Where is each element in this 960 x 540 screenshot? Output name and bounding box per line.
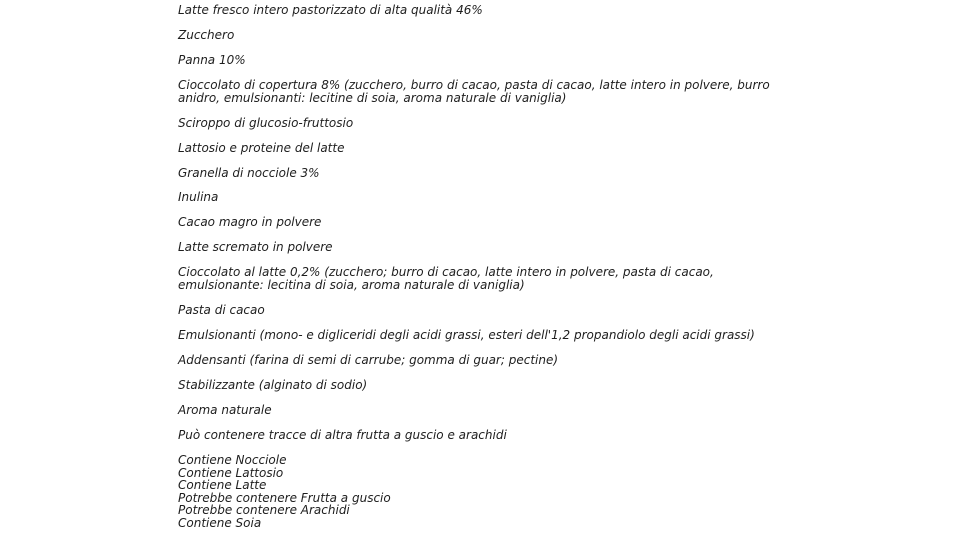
ingredient-item: Cioccolato al latte 0,2% (zucchero; burro di cacao, latte intero in polvere, pasta di cacao, emulsionante: lecitina di soia, aroma naturale di vaniglia) (178, 265, 714, 293)
allergen-item: Contiene Lattosio (178, 465, 284, 480)
allergen-item: Potrebbe contenere Frutta a guscio (178, 490, 391, 505)
ingredient-item: Emulsionanti (mono- e digliceridi degli acidi grassi, esteri dell'1,2 propandiolo degli acidi grassi) (178, 328, 755, 342)
ingredient-item: Aroma naturale (178, 402, 272, 417)
traces-warning: Può contenere tracce di altra frutta a guscio e arachidi (178, 427, 507, 442)
ingredient-item: Addensanti (farina di semi di carrube; gomma di guar; pectine) (178, 352, 559, 367)
ingredient-item: Latte fresco intero pastorizzato di alta qualità 46% (178, 3, 483, 17)
ingredient-item: Sciroppo di glucosio-fruttosio (178, 115, 354, 130)
ingredients-document (178, 4, 788, 529)
ingredient-item: Lattosio e proteine del latte (178, 140, 345, 155)
ingredient-item: Latte scremato in polvere (178, 240, 333, 255)
allergen-item: Contiene Soia (178, 515, 262, 530)
ingredient-item: Inulina (178, 190, 219, 205)
allergen-item: Potrebbe contenere Arachidi (178, 503, 350, 518)
ingredient-item: Zucchero (178, 27, 235, 42)
ingredient-item: Pasta di cacao (178, 303, 265, 318)
ingredient-item: Stabilizzante (alginato di sodio) (178, 377, 368, 392)
allergen-list (178, 454, 788, 530)
ingredient-item: Cacao magro in polvere (178, 215, 322, 230)
ingredient-item: Granella di nocciole 3% (178, 165, 320, 180)
allergen-item: Contiene Nocciole (178, 452, 287, 467)
ingredient-item: Cioccolato di copertura 8% (zucchero, burro di cacao, pasta di cacao, latte intero in polvere, burro anidro, emulsionanti: lecitine di soia, aroma naturale di vaniglia) (178, 77, 770, 105)
ingredient-item: Panna 10% (178, 52, 246, 67)
allergen-item: Contiene Latte (178, 478, 267, 493)
